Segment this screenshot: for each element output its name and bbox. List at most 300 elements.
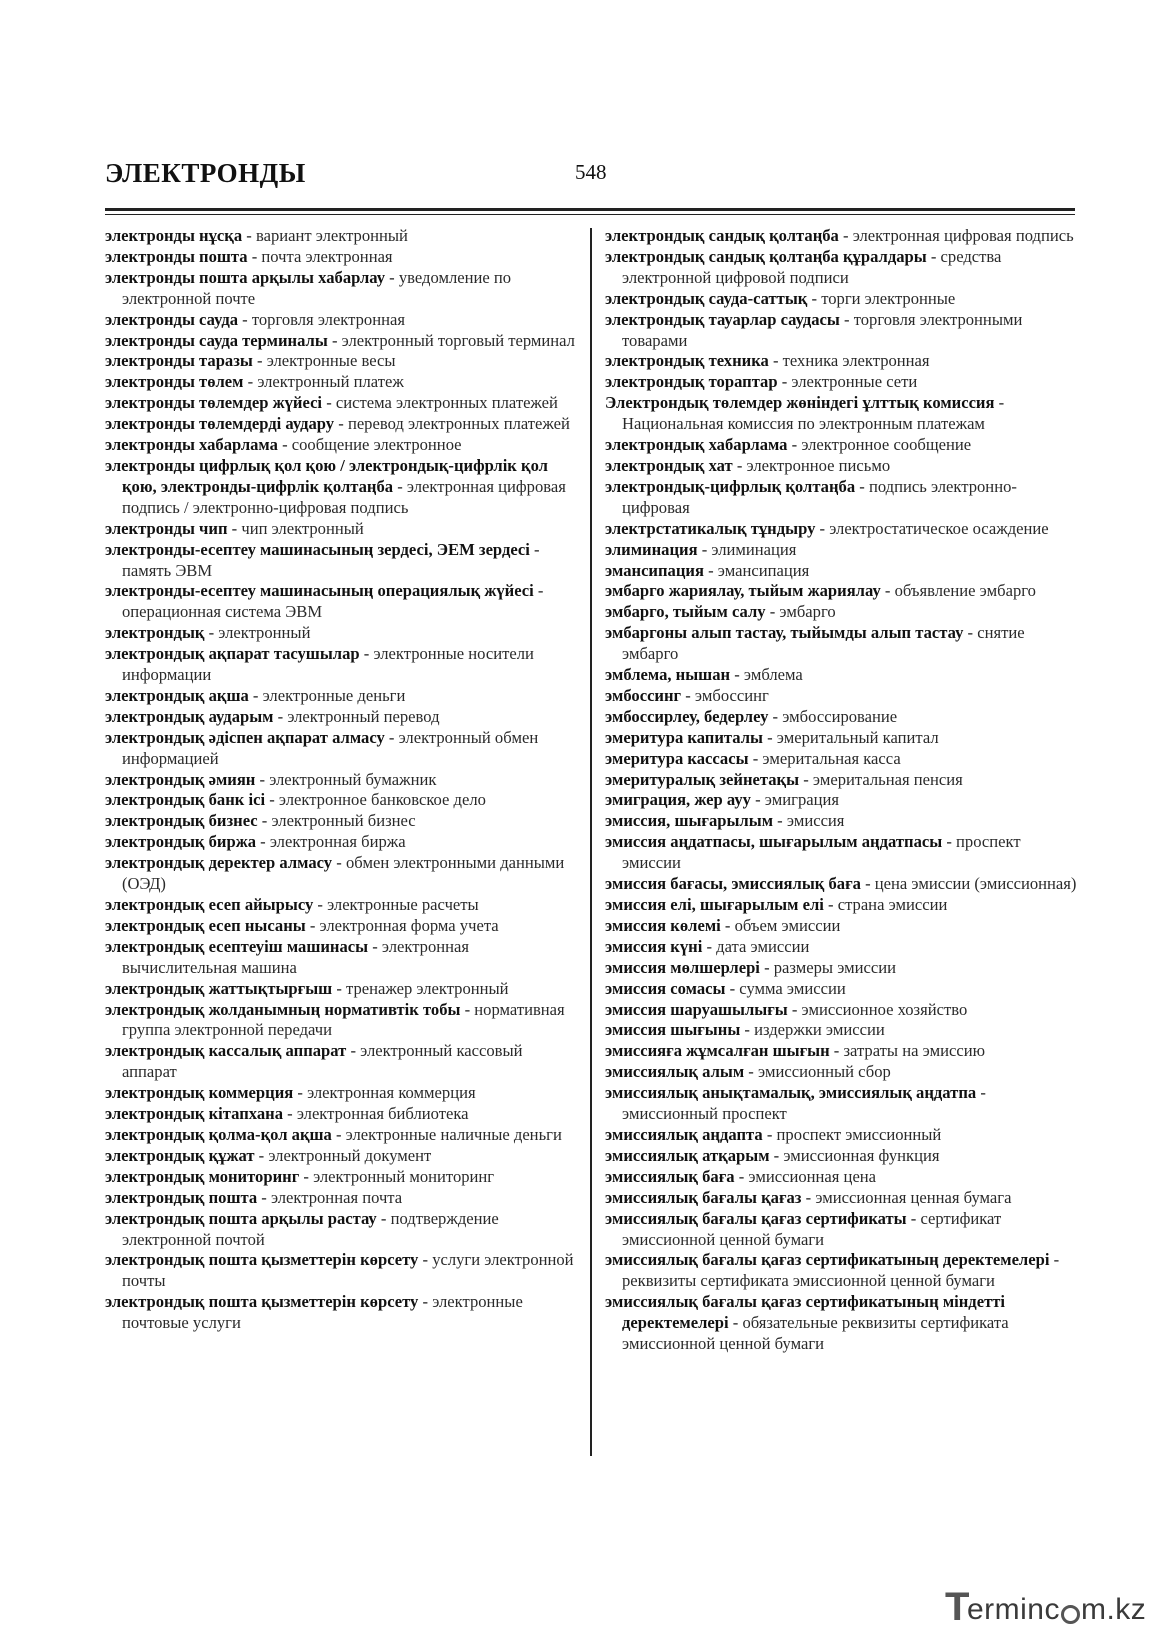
- entry-term: электрондық биржа: [105, 832, 257, 852]
- entry-term: электрондық әдіспен ақпарат алмасу: [105, 727, 385, 747]
- dictionary-entry: [605, 581, 1077, 602]
- entry-translation: объявление эмбарго: [894, 581, 1036, 601]
- entry-separator: -: [256, 832, 270, 852]
- dictionary-entry: [605, 456, 1077, 477]
- entry-translation: снятие эмбарго: [622, 623, 1025, 664]
- dictionary-entry: [105, 268, 577, 310]
- entry-separator: -: [283, 1104, 297, 1124]
- entry-translation: элиминация: [711, 539, 797, 559]
- entry-separator: -: [787, 435, 802, 455]
- entry-separator: -: [533, 581, 544, 601]
- dictionary-entry: [105, 540, 577, 582]
- entry-translation: сообщение электронное: [291, 435, 462, 455]
- dictionary-entry: [605, 519, 1077, 540]
- entry-separator: -: [730, 665, 744, 685]
- entry-translation: электронные сети: [791, 372, 918, 392]
- entry-separator: -: [252, 351, 267, 371]
- entry-separator: -: [313, 895, 328, 914]
- dictionary-entry: [105, 979, 577, 1000]
- entry-term: эмиссия елі, шығарылым елі: [605, 895, 824, 914]
- entry-term: эмиссиялық бағалы қағаз: [605, 1187, 802, 1207]
- entry-translation: электронный торговый терминал: [341, 330, 575, 350]
- entry-translation: электронный платеж: [257, 372, 404, 392]
- entry-translation: обмен электронными данными (ОЭД): [122, 853, 565, 894]
- entry-term: эмиссия сомасы: [605, 978, 726, 998]
- entry-translation: затраты на эмиссию: [843, 1041, 985, 1061]
- entry-term: электрондық пошта: [105, 1187, 258, 1207]
- dictionary-entry: [605, 602, 1077, 623]
- logo-letter: T: [945, 1585, 970, 1629]
- dictionary-entry: [605, 247, 1077, 289]
- entry-separator: -: [257, 1187, 271, 1207]
- dictionary-entry: [605, 832, 1077, 874]
- entry-term: эмиссия аңдатпасы, шығарылым аңдатпасы: [605, 832, 943, 852]
- entry-term: электрондық кітапхана: [105, 1104, 284, 1124]
- entry-term: эмбоссирлеу, бедерлеу: [605, 706, 769, 726]
- dictionary-entry: [605, 1083, 1077, 1125]
- entry-term: электрондық хат: [605, 455, 733, 475]
- entry-translation: проспект эмиссии: [622, 832, 1021, 873]
- entry-term: электронды сауда терминалы: [105, 330, 328, 350]
- entry-separator: -: [762, 1124, 777, 1144]
- entry-separator: -: [880, 581, 895, 601]
- entry-term: электронды төлемдер жүйесі: [105, 393, 323, 413]
- dictionary-entry: [105, 1125, 577, 1146]
- entry-translation: подпись электронно-цифровая: [622, 476, 1017, 517]
- dictionary-entry: [105, 790, 577, 811]
- entry-separator: -: [227, 518, 242, 538]
- logo-o-icon: [1061, 1605, 1080, 1624]
- dictionary-entry: [605, 623, 1077, 665]
- entry-term: эмиссия, шығарылым: [605, 811, 774, 831]
- entry-term: электронды чип: [105, 518, 228, 538]
- entry-translation: электронная биржа: [269, 832, 406, 852]
- entry-term: эмиссиялық бағалы қағаз сертификатының міндетті деректемелері: [605, 1292, 1005, 1333]
- entry-term: электрондық коммерция: [105, 1083, 294, 1103]
- dictionary-entry: [605, 351, 1077, 372]
- dictionary-entry: [105, 686, 577, 707]
- logo-domain: m.kz: [1080, 1593, 1147, 1626]
- entry-term: эмиссиялық алым: [605, 1062, 745, 1082]
- entry-separator: -: [815, 518, 830, 538]
- dictionary-entry: [105, 1000, 577, 1042]
- entry-term: эмиссиялық бағалы қағаз сертификаты: [605, 1208, 907, 1228]
- entry-term: электронды таразы: [105, 351, 253, 371]
- entry-separator: -: [740, 1020, 755, 1040]
- entry-separator: -: [247, 246, 262, 266]
- entry-separator: -: [732, 455, 747, 475]
- dictionary-entry: [605, 310, 1077, 352]
- entry-term: эмеритура кассасы: [605, 748, 749, 768]
- dictionary-entry: [105, 414, 577, 435]
- entry-separator: -: [273, 706, 288, 726]
- entry-translation: эмблема: [743, 665, 803, 685]
- entry-separator: -: [942, 832, 957, 852]
- entry-translation: техника электронная: [782, 351, 930, 371]
- entry-separator: -: [327, 330, 342, 350]
- entry-term: электрондық жолданымның нормативтік тобы: [105, 999, 461, 1019]
- dictionary-entry: [605, 707, 1077, 728]
- entry-term: эмбарго, тыйым салу: [605, 602, 766, 622]
- dictionary-entry: [105, 937, 577, 979]
- entry-term: эмиссия шығыны: [605, 1020, 741, 1040]
- entry-translation: эмиграция: [764, 790, 839, 810]
- entry-term: эмиссия бағасы, эмиссиялық баға: [605, 874, 861, 894]
- entry-term: эмиссиялық анықтамалық, эмиссиялық аңдатпа: [605, 1083, 977, 1103]
- dictionary-entry: [105, 310, 577, 331]
- entry-separator: -: [331, 1124, 346, 1144]
- entry-term: электрондық бизнес: [105, 811, 258, 831]
- dictionary-entry: [605, 1250, 1077, 1292]
- dictionary-entry: [605, 540, 1077, 561]
- entry-separator: -: [299, 1166, 314, 1186]
- entry-separator: -: [777, 372, 792, 392]
- entry-separator: -: [773, 811, 787, 831]
- entry-translation: электронный перевод: [287, 706, 440, 726]
- entry-term: электрондық ақша: [105, 685, 249, 705]
- entry-term: эмиссия күні: [605, 936, 703, 956]
- entry-translation: эмиссионная функция: [783, 1145, 940, 1165]
- entry-term: электрондық қолма-қол ақша: [105, 1124, 332, 1144]
- entry-term: электрондық мониторинг: [105, 1166, 300, 1186]
- entry-term: электронды хабарлама: [105, 435, 278, 455]
- entry-separator: -: [255, 769, 270, 789]
- dictionary-entry: [105, 372, 577, 393]
- dictionary-entry: [605, 686, 1077, 707]
- dictionary-entry: [105, 226, 577, 247]
- entry-separator: -: [1049, 1250, 1060, 1270]
- entry-separator: -: [963, 623, 978, 643]
- dictionary-entry: [605, 1292, 1077, 1355]
- entry-translation: электронная цифровая подпись / электронно-цифровая подпись: [122, 476, 566, 517]
- entry-separator: -: [759, 957, 774, 977]
- dictionary-entry: [605, 979, 1077, 1000]
- entry-term: эмиссиялық бағалы қағаз сертификатының деректемелері: [605, 1250, 1050, 1270]
- dictionary-entry: [605, 226, 1077, 247]
- header-rule-thin: [105, 214, 1075, 215]
- dictionary-entry: [105, 581, 577, 623]
- entry-separator: -: [768, 351, 783, 371]
- entry-translation: электростатическое осаждение: [829, 518, 1049, 538]
- dictionary-entry: [105, 435, 577, 456]
- entry-term: электрондық жаттықтырғыш: [105, 978, 333, 998]
- dictionary-entry: [105, 1146, 577, 1167]
- dictionary-entry: [105, 916, 577, 937]
- entry-translation: вариант электронный: [255, 226, 408, 245]
- entry-translation: цена эмиссии (эмиссионная): [874, 874, 1077, 894]
- entry-term: эмеритура капиталы: [605, 727, 763, 747]
- entry-term: Электрондық төлемдер жөніндегі ұлттық комиссия: [605, 393, 995, 413]
- entry-term: электрондық есеп нысаны: [105, 915, 306, 935]
- entry-separator: -: [801, 1187, 816, 1207]
- entry-translation: электронный кассовый аппарат: [122, 1041, 523, 1082]
- dictionary-entry: [105, 811, 577, 832]
- dictionary-entry: [605, 561, 1077, 582]
- right-column: [605, 226, 1077, 1355]
- entry-term: электрондық пошта арқылы растау: [105, 1208, 377, 1228]
- entry-term: электронды-есептеу машинасының операциялық жүйесі: [105, 581, 534, 601]
- dictionary-entry: [105, 331, 577, 352]
- entry-translation: чип электронный: [241, 518, 364, 538]
- dictionary-entry: [105, 1292, 577, 1334]
- entry-translation: эмбоссирование: [782, 706, 898, 726]
- entry-term: эмиссиялық баға: [605, 1166, 735, 1186]
- entry-term: эмблема, нышан: [605, 665, 731, 685]
- entry-translation: электронный обмен информацией: [122, 727, 539, 768]
- entry-term: электронды пошта: [105, 246, 248, 266]
- dictionary-entry: [105, 707, 577, 728]
- entry-separator: -: [346, 1041, 361, 1061]
- entry-separator: -: [860, 874, 875, 894]
- entry-separator: -: [238, 309, 252, 329]
- entry-translation: эмиссионный проспект: [622, 1104, 787, 1124]
- entry-separator: -: [762, 727, 777, 747]
- entry-term: электронды цифрлық қол қою / электрондық-цифрлік қол қою, электронды-цифрлік қолтаңба: [105, 455, 548, 496]
- entry-translation: подтверждение электронной почтой: [122, 1208, 499, 1249]
- entry-translation: торги электронные: [821, 288, 956, 308]
- dictionary-entry: [105, 623, 577, 644]
- entry-translation: электронное сообщение: [801, 435, 972, 455]
- page-header-word: ЭЛЕКТРОНДЫ: [105, 158, 306, 188]
- dictionary-entry: [605, 1041, 1077, 1062]
- entry-separator: -: [702, 936, 717, 956]
- entry-translation: система электронных платежей: [335, 393, 558, 413]
- dictionary-entry: [105, 519, 577, 540]
- entry-separator: -: [242, 226, 256, 245]
- entry-term: элиминация: [605, 539, 698, 559]
- entry-separator: -: [376, 1208, 391, 1228]
- logo-text: erminc: [966, 1593, 1060, 1626]
- entry-translation: электронный бизнес: [271, 811, 416, 831]
- dictionary-entry: [605, 958, 1077, 979]
- entry-translation: электронная форма учета: [319, 915, 499, 935]
- entry-separator: -: [765, 602, 780, 622]
- entry-translation: эмиссия: [786, 811, 845, 831]
- dictionary-entry: [605, 1146, 1077, 1167]
- entry-term: электрондық құжат: [105, 1145, 255, 1165]
- dictionary-entry: [105, 644, 577, 686]
- entry-term: эмиссия шаруашылығы: [605, 999, 788, 1019]
- entry-translation: электронное банковское дело: [278, 790, 486, 810]
- entry-term: электронды төлемдерді аудару: [105, 414, 335, 434]
- entry-term: электрондық әмиян: [105, 769, 256, 789]
- entry-term: электронды сауда: [105, 309, 239, 329]
- entry-separator: -: [976, 1083, 986, 1103]
- dictionary-entry: [605, 477, 1077, 519]
- entry-separator: -: [334, 414, 348, 434]
- entry-term: эмбарго жариялау, тыйым жариялау: [605, 581, 881, 601]
- entry-separator: -: [248, 685, 263, 705]
- dictionary-entry: [105, 1083, 577, 1104]
- entry-term: электрондық пошта қызметтерін көрсету: [105, 1292, 419, 1312]
- entry-separator: -: [697, 539, 712, 559]
- entry-term: эмиграция, жер ауу: [605, 790, 751, 810]
- entry-separator: -: [768, 706, 783, 726]
- entry-translation: эмеритальный капитал: [776, 727, 939, 747]
- entry-separator: -: [823, 895, 838, 914]
- entry-separator: -: [293, 1083, 308, 1103]
- site-logo: [945, 1585, 1146, 1627]
- entry-separator: -: [254, 1145, 269, 1165]
- entry-term: эмеритуралық зейнетақы: [605, 769, 800, 789]
- dictionary-entry: [605, 1209, 1077, 1251]
- entry-separator: -: [787, 999, 802, 1019]
- entry-translation: объем эмиссии: [734, 915, 841, 935]
- entry-translation: эмеритальная касса: [762, 748, 901, 768]
- dictionary-entry: [605, 393, 1077, 435]
- entry-translation: издержки эмиссии: [754, 1020, 885, 1040]
- entry-separator: -: [838, 226, 853, 245]
- dictionary-entry: [605, 665, 1077, 686]
- entry-term: электрондық техника: [605, 351, 769, 371]
- entry-term: эмиссия мөлшерлері: [605, 957, 760, 977]
- entry-separator: -: [265, 790, 279, 810]
- entry-translation: эмбарго: [779, 602, 836, 622]
- entry-translation: услуги электронной почты: [122, 1250, 574, 1291]
- entry-translation: операционная система ЭВМ: [122, 602, 323, 622]
- entry-separator: -: [734, 1166, 749, 1186]
- entry-translation: дата эмиссии: [716, 936, 810, 956]
- entry-translation: реквизиты сертификата эмиссионной ценной бумаги: [622, 1271, 995, 1291]
- entry-translation: электронные наличные деньги: [345, 1124, 562, 1144]
- entry-term: эмиссиялық аңдапта: [605, 1124, 763, 1144]
- entry-term: электрондық сандық қолтаңба: [605, 226, 839, 245]
- entry-translation: средства электронной цифровой подписи: [622, 246, 1002, 287]
- entry-translation: Национальная комиссия по электронным платежам: [622, 414, 985, 434]
- entry-translation: почта электронная: [261, 246, 393, 266]
- entry-separator: -: [725, 978, 740, 998]
- entry-separator: -: [418, 1292, 433, 1312]
- entry-translation: эмиссионная ценная бумага: [815, 1187, 1012, 1207]
- entry-translation: электронная цифровая подпись: [852, 226, 1074, 245]
- entry-term: эмбаргоны алып тастау, тыйымды алып тастау: [605, 623, 964, 643]
- dictionary-entry: [605, 372, 1077, 393]
- entry-separator: -: [305, 915, 320, 935]
- entry-separator: -: [460, 999, 475, 1019]
- entry-translation: электронные почтовые услуги: [122, 1292, 523, 1333]
- entry-separator: -: [385, 267, 399, 287]
- entry-term: электрондық сауда-саттық: [605, 288, 808, 308]
- entry-term: электрондық банк ісі: [105, 790, 266, 810]
- entry-translation: проспект эмиссионный: [776, 1124, 942, 1144]
- dictionary-entry: [105, 351, 577, 372]
- dictionary-entry: [605, 916, 1077, 937]
- dictionary-entry: [105, 1188, 577, 1209]
- entry-translation: электронный мониторинг: [313, 1166, 495, 1186]
- entry-term: эмиссия көлемі: [605, 915, 721, 935]
- entry-separator: -: [829, 1041, 844, 1061]
- entry-translation: электронное письмо: [746, 455, 891, 475]
- entry-term: электрондық-цифрлық қолтаңба: [605, 476, 856, 496]
- entry-translation: нормативная группа электронной передачи: [122, 999, 565, 1040]
- entry-translation: электронный: [218, 623, 311, 643]
- entry-translation: торговля электронными товарами: [622, 309, 1023, 350]
- dictionary-entry: [105, 456, 577, 519]
- dictionary-entry: [605, 1167, 1077, 1188]
- entry-separator: -: [906, 1208, 921, 1228]
- entry-term: электронды пошта арқылы хабарлау: [105, 267, 386, 287]
- entry-term: электрондық сандық қолтаңба құралдары: [605, 246, 927, 266]
- dictionary-entry: [105, 1167, 577, 1188]
- entry-translation: эмбоссинг: [694, 685, 769, 705]
- dictionary-entry: [605, 749, 1077, 770]
- entry-translation: страна эмиссии: [837, 895, 948, 914]
- entry-term: эмиссияға жұмсалған шығын: [605, 1041, 830, 1061]
- entry-translation: электронные деньги: [262, 685, 406, 705]
- entry-separator: -: [243, 372, 258, 392]
- entry-translation: размеры эмиссии: [773, 957, 897, 977]
- entry-term: электронды нұсқа: [105, 226, 243, 245]
- entry-term: электрондық деректер алмасу: [105, 853, 333, 873]
- dictionary-entry: [605, 937, 1077, 958]
- entry-term: электрондық тораптар: [605, 372, 778, 392]
- entry-separator: -: [393, 476, 407, 496]
- entry-separator: -: [529, 539, 540, 559]
- column-divider: [590, 228, 592, 1456]
- entry-term: электрондық тауарлар саудасы: [605, 309, 840, 329]
- entry-term: эмбоссинг: [605, 685, 682, 705]
- entry-translation: электронный бумажник: [269, 769, 437, 789]
- entry-separator: -: [257, 811, 272, 831]
- dictionary-entry: [105, 1209, 577, 1251]
- dictionary-entry: [105, 1250, 577, 1292]
- entry-term: электрондық есептеуіш машинасы: [105, 936, 369, 956]
- entry-separator: -: [748, 748, 763, 768]
- entry-term: эмансипация: [605, 560, 704, 580]
- dictionary-entry: [605, 728, 1077, 749]
- entry-translation: электронная почта: [270, 1187, 403, 1207]
- entry-translation: эмиссионное хозяйство: [801, 999, 968, 1019]
- entry-term: электронды-есептеу машинасының зердесі, ЭЕМ зердесі: [105, 539, 530, 559]
- entry-separator: -: [703, 560, 718, 580]
- entry-translation: эмиссионная цена: [748, 1166, 877, 1186]
- dictionary-entry: [605, 811, 1077, 832]
- entry-translation: электронные весы: [266, 351, 396, 371]
- entry-term: электрондық хабарлама: [605, 435, 788, 455]
- entry-translation: эмансипация: [717, 560, 810, 580]
- entry-separator: -: [368, 936, 382, 956]
- entry-translation: обязательные реквизиты сертификата эмиссионной ценной бумаги: [622, 1313, 1009, 1354]
- entry-separator: -: [204, 623, 219, 643]
- dictionary-entry: [605, 770, 1077, 791]
- entry-separator: -: [799, 769, 813, 789]
- entry-translation: перевод электронных платежей: [347, 414, 570, 434]
- entry-term: электрондық: [105, 623, 205, 643]
- entry-term: электрондық кассалық аппарат: [105, 1041, 347, 1061]
- entry-term: электрондық ақпарат тасушылар: [105, 644, 360, 664]
- dictionary-entry: [105, 247, 577, 268]
- entry-separator: -: [807, 288, 822, 308]
- dictionary-entry: [105, 393, 577, 414]
- entry-translation: электронная вычислительная машина: [122, 936, 470, 977]
- dictionary-entry: [605, 1000, 1077, 1021]
- entry-separator: -: [332, 853, 346, 873]
- entry-separator: -: [681, 685, 695, 705]
- entry-separator: -: [332, 978, 346, 998]
- entry-translation: электронные носители информации: [122, 644, 534, 685]
- entry-separator: -: [769, 1145, 784, 1165]
- entry-term: электрондық аударым: [105, 706, 274, 726]
- page-number: 548: [575, 160, 607, 184]
- dictionary-entry: [105, 1041, 577, 1083]
- dictionary-entry: [105, 728, 577, 770]
- dictionary-entry: [605, 435, 1077, 456]
- entry-translation: торговля электронная: [251, 309, 405, 329]
- header-rule-thick: [105, 208, 1075, 211]
- entry-translation: память ЭВМ: [122, 560, 213, 580]
- entry-separator: -: [277, 435, 292, 455]
- entry-translation: тренажер электронный: [346, 978, 509, 998]
